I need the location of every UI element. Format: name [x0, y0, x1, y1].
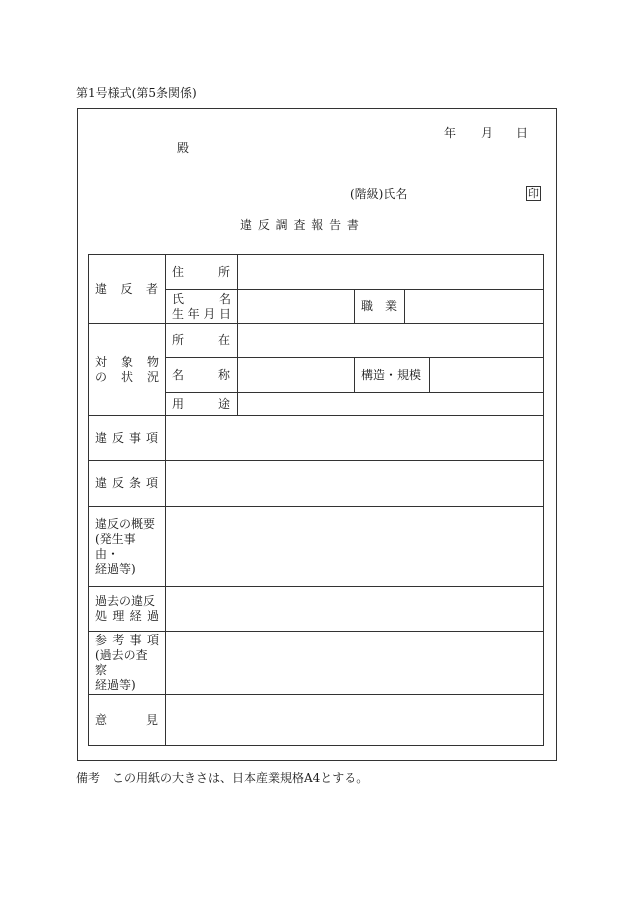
- object-name-field[interactable]: [238, 358, 355, 393]
- occupation-label: 職業: [355, 290, 405, 324]
- violator-label: 違反者: [89, 255, 166, 324]
- document-title: 違 反 調 査 報 告 書: [240, 218, 360, 232]
- use-field[interactable]: [238, 393, 544, 416]
- opinion-label: 意見: [89, 695, 166, 746]
- name-birth-field[interactable]: [238, 290, 355, 324]
- overview-label-line2: (発生事由・: [95, 531, 136, 561]
- overview-label-cell: [89, 507, 166, 587]
- object-label-line2: の状況: [95, 369, 159, 384]
- violation-clause-label: 違反条項: [89, 461, 166, 507]
- violation-clause-field[interactable]: [166, 461, 544, 507]
- past-handling-label-line2: 処理経過: [95, 609, 159, 623]
- address-field[interactable]: [238, 255, 544, 290]
- object-label-line1: 対象物: [95, 354, 159, 369]
- violation-matter-field[interactable]: [166, 416, 544, 461]
- birthdate-label: 生年月日: [172, 306, 231, 321]
- structure-scale-field[interactable]: [430, 358, 544, 393]
- date-month-label: 月: [481, 126, 494, 140]
- overview-label-line1: 違反の概要: [95, 516, 156, 531]
- reference-field[interactable]: [166, 632, 544, 695]
- reference-label-line1: 参考事項: [95, 633, 159, 647]
- overview-field[interactable]: [166, 507, 544, 587]
- date-day-label: 日: [516, 126, 529, 140]
- object-name-label: 名称: [166, 358, 238, 393]
- occupation-field[interactable]: [405, 290, 544, 324]
- name-birth-label-cell: [166, 290, 238, 324]
- opinion-field[interactable]: [166, 695, 544, 746]
- form-number: 第1号様式(第5条関係): [76, 86, 197, 100]
- reference-label-line2: (過去の査察: [95, 648, 148, 677]
- name-label: 氏名: [172, 291, 231, 306]
- report-table: [88, 254, 544, 746]
- past-handling-label-line1: 過去の違反: [95, 594, 156, 608]
- location-field[interactable]: [238, 324, 544, 358]
- use-label: 用途: [166, 393, 238, 416]
- reference-label-line3: 経過等): [95, 678, 136, 692]
- date-year-label: 年: [444, 126, 457, 140]
- overview-label-line3: 経過等): [95, 561, 136, 576]
- violation-matter-label: 違反事項: [89, 416, 166, 461]
- signer-label: (階級)氏名: [350, 187, 408, 201]
- seal-mark: 印: [528, 187, 539, 200]
- structure-scale-label: 構造・規模: [355, 358, 430, 393]
- reference-label-cell: [89, 632, 166, 695]
- past-handling-field[interactable]: [166, 587, 544, 632]
- past-handling-label-cell: [89, 587, 166, 632]
- footer-note: 備考 この用紙の大きさは、日本産業規格A4とする。: [76, 771, 369, 785]
- address-label: 住所: [166, 255, 238, 290]
- object-status-label-cell: [89, 324, 166, 416]
- location-label: 所在: [166, 324, 238, 358]
- addressee-label: 殿: [177, 141, 190, 155]
